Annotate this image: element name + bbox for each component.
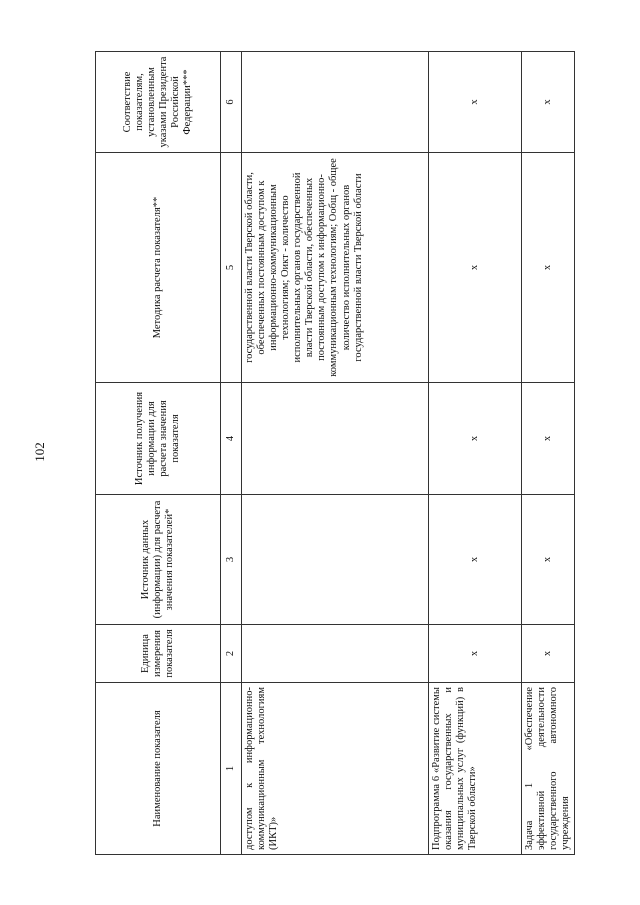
row-compliance: х [522, 52, 575, 153]
row-name: доступом к информационно-коммуникационным технологиям (ИКТ)» [242, 683, 429, 855]
col-number: 4 [221, 383, 242, 495]
header-source-info: Источник получения информации для расчета значения показателя [96, 383, 221, 495]
row-unit: х [429, 625, 522, 683]
header-compliance: Соответствие показателям, установленным указами Президента Российской Федерации*** [96, 52, 221, 153]
header-name: Наименование показателя [96, 683, 221, 855]
row-source-info: х [429, 383, 522, 495]
row-name: Задача 1 «Обеспечение эффективной деятельности государственного автономного учреждения [522, 683, 575, 855]
col-number: 6 [221, 52, 242, 153]
row-unit [242, 625, 429, 683]
row-unit: х [522, 625, 575, 683]
row-method: государственной власти Тверской области, обеспеченных постоянным доступом к информационно-коммуникационным технологиям; Оикт - количество исполнительных органов государственной власти Тверской области, обеспеченных постоянным доступом к информационно-коммуникационным технологиям; Ообщ - общее количество исполнительных органов государственной власти Тверской области [242, 153, 429, 383]
row-source-info: х [522, 383, 575, 495]
header-row [96, 52, 221, 855]
col-number: 2 [221, 625, 242, 683]
row-source-data: х [429, 495, 522, 625]
table-row [429, 52, 522, 855]
row-method: х [429, 153, 522, 383]
header-unit: Единица измерения показателя [96, 625, 221, 683]
column-number-row [221, 52, 242, 855]
row-name: Подпрограмма 6 «Развитие системы оказания государственных и муниципальных услуг (функций) в Тверской области» [429, 683, 522, 855]
row-source-info [242, 383, 429, 495]
table-row [522, 52, 575, 855]
col-number: 5 [221, 153, 242, 383]
row-compliance [242, 52, 429, 153]
row-source-data: х [522, 495, 575, 625]
row-method: х [522, 153, 575, 383]
row-compliance: х [429, 52, 522, 153]
indicators-table [95, 51, 575, 855]
col-number: 3 [221, 495, 242, 625]
header-method: Методика расчета показателя** [96, 153, 221, 383]
page-number: 102 [32, 442, 47, 462]
rotated-table-container [95, 52, 572, 855]
col-number: 1 [221, 683, 242, 855]
header-source-data: Источник данных (информации) для расчета значения показателей* [96, 495, 221, 625]
row-source-data [242, 495, 429, 625]
table-row [242, 52, 429, 855]
